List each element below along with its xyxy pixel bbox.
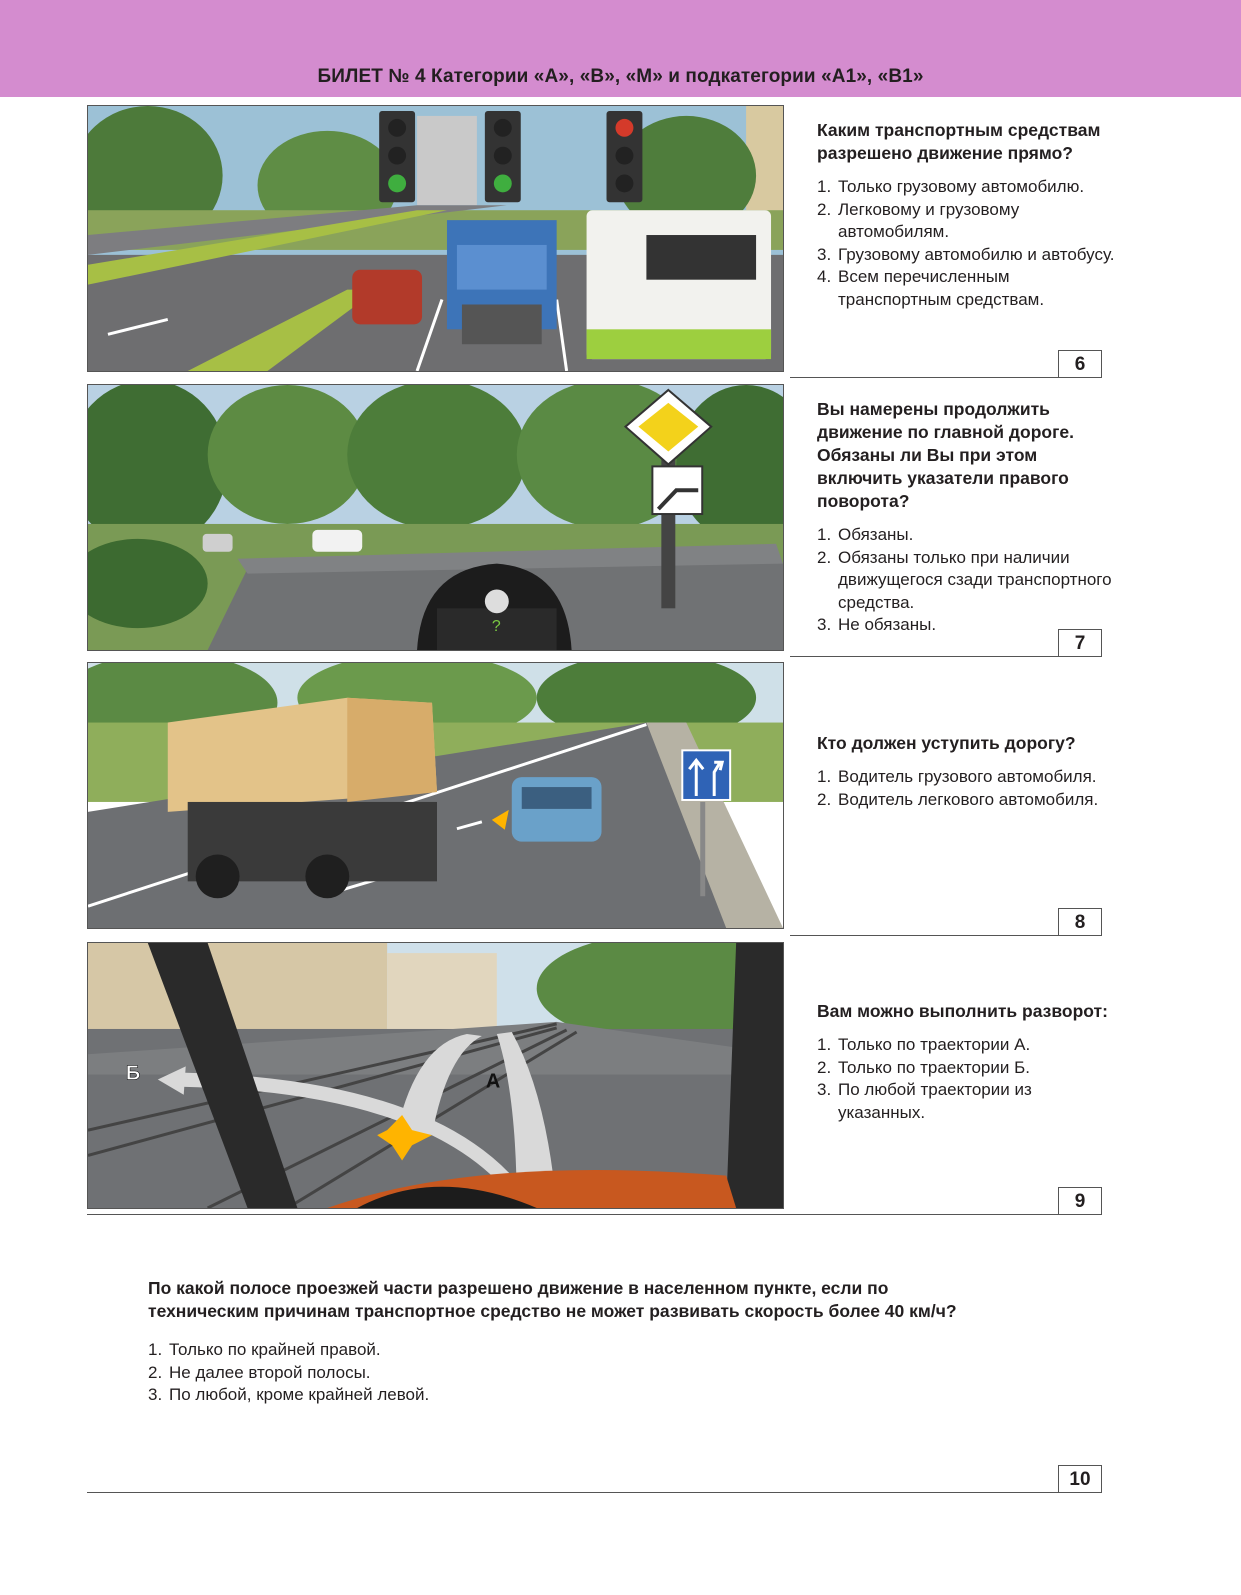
answer-option[interactable]: 3. По любой траектории из указанных.	[817, 1080, 1032, 1122]
ticket-header	[0, 0, 1241, 97]
answer-option[interactable]: 1. Водитель грузового автомобиля.	[817, 767, 1097, 786]
question-7-answers	[817, 524, 1122, 637]
question-6-text: Каким транспортным средствам разрешено движение прямо?	[817, 120, 1101, 163]
answer-option[interactable]: 1. Обязаны.	[817, 525, 914, 544]
question-7-illustration	[87, 384, 784, 651]
question-8-body	[817, 732, 1122, 811]
question-9-text: Вам можно выполнить разворот:	[817, 1001, 1108, 1021]
answer-option[interactable]: 3. По любой, кроме крайней левой.	[148, 1385, 430, 1405]
question-10	[148, 1277, 968, 1407]
answer-option[interactable]: 2. Не далее второй полосы.	[148, 1362, 371, 1382]
question-7-number: 7	[1058, 629, 1102, 657]
answer-option[interactable]: 3. Грузовому автомобилю и автобусу.	[817, 244, 1115, 264]
question-8-illustration	[87, 662, 784, 929]
question-10-number: 10	[1058, 1465, 1102, 1493]
question-10-answers	[148, 1339, 968, 1407]
question-9-answers	[817, 1034, 1122, 1124]
ticket-title: БИЛЕТ № 4 Категории «А», «В», «М» и подкатегории «А1», «В1»	[317, 66, 924, 87]
answer-option[interactable]: 2. Легковому и грузовому автомобилям.	[817, 199, 1020, 242]
question-6-answers	[817, 176, 1122, 312]
question-6-illustration	[87, 105, 784, 372]
answer-option[interactable]: 2. Только по траектории Б.	[817, 1057, 1030, 1077]
answer-option[interactable]: 3. Не обязаны.	[817, 615, 937, 635]
question-10-text: По какой полосе проезжей части разрешено движение в населенном пункте, если по техническим причинам транспортное средство не может развивать скорость более 40 км/ч?	[148, 1278, 957, 1321]
divider	[790, 377, 1102, 378]
trajectory-b-label: Б	[125, 1062, 141, 1085]
divider	[790, 656, 1102, 657]
question-6-body	[817, 119, 1122, 312]
question-8-text: Кто должен уступить дорогу?	[817, 733, 1076, 753]
question-9-illustration	[87, 942, 784, 1209]
svg-text:?: ?	[491, 618, 501, 636]
question-9-body	[817, 1000, 1122, 1124]
question-9-number: 9	[1058, 1187, 1102, 1215]
question-7-body	[817, 398, 1122, 637]
question-6-number: 6	[1058, 350, 1102, 378]
question-8-answers	[817, 766, 1122, 811]
question-7-text: Вы намерены продолжить движение по главной дороге. Обязаны ли Вы при этом включить указатели правого поворота?	[817, 399, 1074, 511]
answer-option[interactable]: 1. Только грузовому автомобилю.	[817, 177, 1085, 196]
question-8-number: 8	[1058, 908, 1102, 936]
trajectory-a-label: А	[485, 1070, 501, 1093]
divider	[87, 1214, 1102, 1215]
answer-option[interactable]: 2. Водитель легкового автомобиля.	[817, 789, 1099, 809]
divider	[87, 1492, 1102, 1493]
answer-option[interactable]: 4. Всем перечисленным транспортным средствам.	[817, 267, 1045, 309]
answer-option[interactable]: 1. Только по траектории А.	[817, 1035, 1031, 1054]
divider	[790, 935, 1102, 936]
answer-option[interactable]: 1. Только по крайней правой.	[148, 1340, 381, 1359]
answer-option[interactable]: 2. Обязаны только при наличии движущегося сзади транспортного средства.	[817, 547, 1112, 612]
